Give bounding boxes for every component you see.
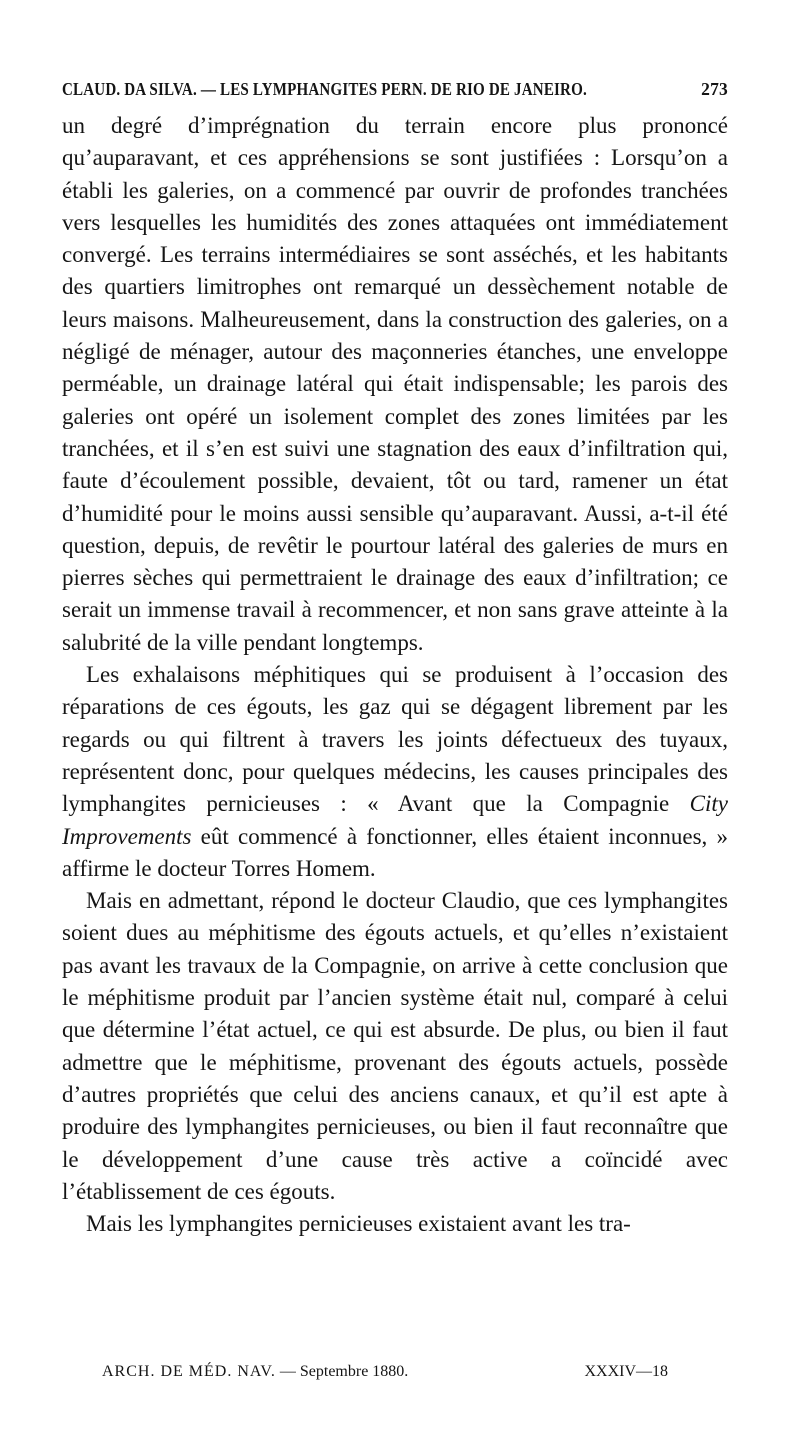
body-text [62, 110, 728, 1240]
paragraph-4 [62, 1208, 728, 1240]
page [62, 78, 728, 1240]
footer-journal-date [102, 1362, 408, 1382]
footer-date: — Septembre 1880. [279, 1363, 409, 1380]
running-head [62, 78, 728, 100]
page-footer [102, 1362, 668, 1382]
paragraph-2-text-start: Les exhalaisons méphitiques qui se produisent à l’occasion des réparations de ces égouts, les gaz qui se dégagent librement par les regards ou qui filtrent à travers les joints défectueux des tuyaux, représentent donc, pour quelques médecins, les causes principales des lymphangites pernicieuses : « Avant que la Compagnie [62, 662, 728, 817]
page-number: 273 [701, 79, 728, 99]
company-name-italic: City Improvements [62, 791, 728, 849]
footer-signature: XXXIV—18 [584, 1363, 668, 1380]
paragraph-2-text-end: eût commencé à fonctionner, elles étaient inconnues, » affirme le docteur Torres Homem. [62, 823, 728, 881]
paragraph-3 [62, 885, 728, 1208]
paragraph-1-text: un degré d’imprégnation du terrain encore plus prononcé qu’auparavant, et ces appréhensions se sont justifiées : Lorsqu’on a établi les galeries, on a commencé par ouvrir de profondes tranchées vers lesquelles les humidités des zones attaquées ont immédiatement convergé. Les terrains intermédiaires se sont asséchés, et les habitants des quartiers limitrophes ont remarqué un dessèchement notable de leurs maisons. Malheureusement, dans la construction des galeries, on a négligé de ménager, autour des maçonneries étanches, une enveloppe perméable, un drainage latéral qui était indispensable; les parois des galeries ont opéré un isolement complet des zones limitées par les tranchées, et il s’en est suivi une stagnation des eaux d’infiltration qui, faute d’écoulement possible, devaient, tôt ou tard, ramener un état d’humidité pour le moins aussi sensible qu’auparavant. Aussi, a-t-il été question, depuis, de revêtir le pourtour latéral des galeries de murs en pierres sèches qui permettraient le drainage des eaux d’infiltration; ce serait un immense travail à recommencer, et non sans grave atteinte à la salubrité de la ville pendant longtemps. [62, 113, 728, 655]
running-title: CLAUD. DA SILVA. — LES LYMPHANGITES PERN. DE RIO DE JANEIRO. [62, 79, 587, 99]
paragraph-4-text: Mais les lymphangites pernicieuses existaient avant les tra- [86, 1211, 631, 1237]
paragraph-1 [62, 110, 728, 659]
footer-journal: ARCH. DE MÉD. NAV. [102, 1363, 276, 1380]
paragraph-2 [62, 659, 728, 885]
paragraph-3-text: Mais en admettant, répond le docteur Claudio, que ces lymphangites soient dues au méphitisme des égouts actuels, et qu’elles n’existaient pas avant les travaux de la Compagnie, on arrive à cette conclusion que le méphitisme produit par l’ancien système était nul, comparé à celui que détermine l’état actuel, ce qui est absurde. De plus, ou bien il faut admettre que le méphitisme, provenant des égouts actuels, possède d’autres propriétés que celui des anciens canaux, et qu’il est apte à produire des lymphangites pernicieuses, ou bien il faut reconnaître que le développement d’une cause très active a coïncidé avec l’établissement de ces égouts. [62, 888, 728, 1204]
